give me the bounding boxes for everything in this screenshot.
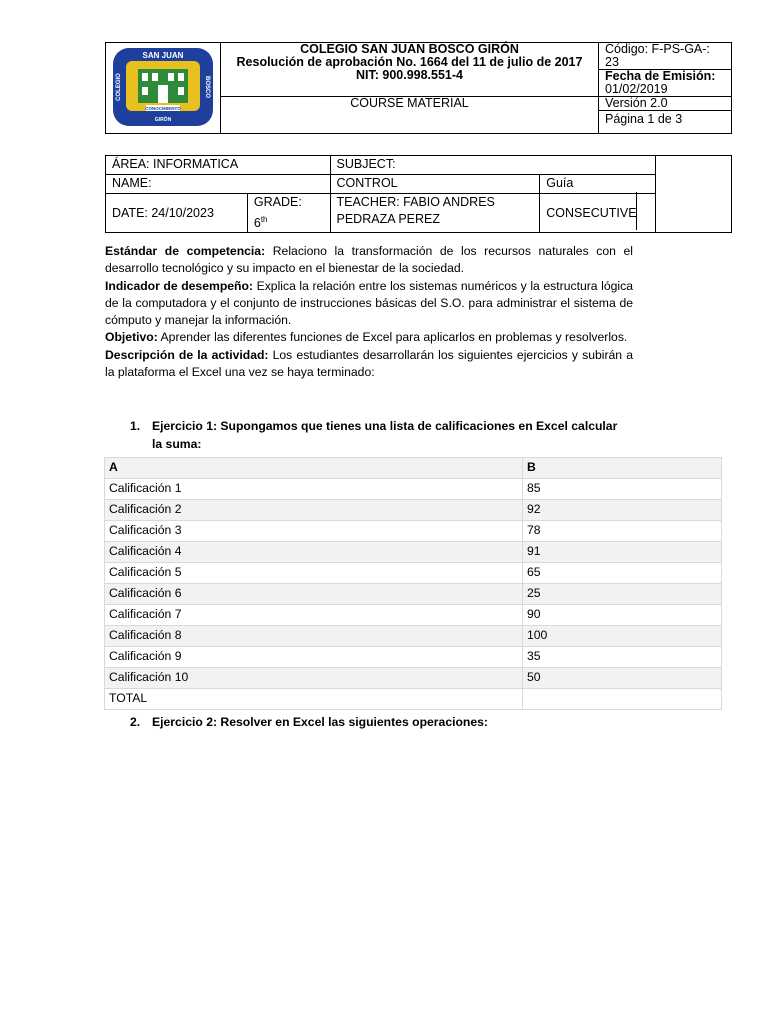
table-row xyxy=(105,500,722,521)
area-text: ÁREA: INFORMATICA xyxy=(112,157,239,171)
exercise-1-number: 1. xyxy=(130,419,141,433)
grade-label-cell: Calificación 8 xyxy=(105,626,523,647)
date-text: DATE: 24/10/2023 xyxy=(112,205,214,220)
table-row xyxy=(105,584,722,605)
table-row xyxy=(105,605,722,626)
estandar-text: Relaciono la transformación de los recursos naturales con el desarrollo tecnológico y su impacto en el bienestar de la sociedad. xyxy=(105,244,633,276)
grade-value-cell: 50 xyxy=(523,668,722,689)
control-cell xyxy=(330,175,540,194)
area-cell xyxy=(106,156,331,175)
name-cell xyxy=(106,175,331,194)
teacher-line2: PEDRAZA PEREZ xyxy=(336,212,440,226)
school-logo-cell xyxy=(106,43,221,134)
grade-label-cell: Calificación 7 xyxy=(105,605,523,626)
objetivo-label: Objetivo: xyxy=(105,330,158,345)
document-header xyxy=(105,42,732,134)
table-row xyxy=(105,521,722,542)
grades-table-body xyxy=(105,458,722,710)
descripcion-text: Los estudiantes desarrollarán los siguientes ejercicios y subirán a la plataforma el Excel una vez se haya terminado: xyxy=(105,347,633,380)
grade-value-cell: 90 xyxy=(523,605,722,626)
table-row xyxy=(105,626,722,647)
school-logo xyxy=(112,47,214,127)
fecha-cell xyxy=(599,70,732,97)
resolution-text: Resolución de aprobación No. 1664 del 11 de julio de 2017 xyxy=(236,55,583,69)
table-row xyxy=(105,479,722,500)
grade-value-cell: 65 xyxy=(523,563,722,584)
grade-label-cell: Calificación 1 xyxy=(105,479,523,500)
body-text xyxy=(105,243,633,381)
grade-label-cell: Calificación 2 xyxy=(105,500,523,521)
consecutive-text: CONSECUTIVE xyxy=(546,205,637,220)
table-row xyxy=(105,563,722,584)
exercise-1-line2: la suma: xyxy=(152,437,202,451)
exercise-1-heading xyxy=(130,418,650,454)
grade-label-cell: TOTAL xyxy=(105,689,523,710)
grade-value-cell: 100 xyxy=(523,626,722,647)
grade-label-cell: Calificación 5 xyxy=(105,563,523,584)
version-text: Versión 2.0 xyxy=(599,97,731,111)
codigo-cell xyxy=(599,43,732,70)
estandar-label: Estándar de competencia: xyxy=(105,244,266,258)
table-row xyxy=(105,542,722,563)
estandar-paragraph xyxy=(105,243,633,278)
grade-label: GRADE: xyxy=(253,195,302,209)
descripcion-paragraph xyxy=(105,347,633,382)
indicador-label: Indicador de desempeño: xyxy=(105,278,253,293)
grade-label-cell: Calificación 6 xyxy=(105,584,523,605)
course-material-text: COURSE MATERIAL xyxy=(350,96,469,110)
pagina-text: Página 1 de 3 xyxy=(605,112,683,126)
grade-value-cell: 92 xyxy=(523,500,722,521)
control-text: CONTROL xyxy=(336,176,398,190)
grade-value: 6 xyxy=(253,216,261,231)
grade-sup: th xyxy=(260,215,268,224)
grade-value-cell: 91 xyxy=(523,542,722,563)
grade-label-cell: Calificación 10 xyxy=(105,668,523,689)
grade-label-cell: Calificación 3 xyxy=(105,521,523,542)
table-header-cell: A xyxy=(105,458,523,479)
objetivo-text: Aprender las diferentes funciones de Excel para aplicarlos en problemas y resolverlos. xyxy=(157,330,628,345)
fecha-value: 01/02/2019 xyxy=(605,82,668,96)
logo-top-text: SAN JUAN xyxy=(142,50,184,60)
exercise-2-heading xyxy=(130,714,650,732)
course-material-cell xyxy=(221,97,599,134)
grade-cell xyxy=(247,194,330,233)
logo-left-text: COLEGIO xyxy=(116,72,122,101)
name-text: NAME: xyxy=(112,176,152,190)
grade-value-cell: 25 xyxy=(523,584,722,605)
guia-text: Guía xyxy=(546,176,574,190)
table-header-row xyxy=(105,458,722,479)
codigo-text: Código: F-PS-GA-: 23 xyxy=(605,42,710,69)
table-row xyxy=(105,689,722,710)
grade-label-cell: Calificación 4 xyxy=(105,542,523,563)
logo-banner-text: CONOCIMIENTO xyxy=(145,105,181,111)
grade-value-cell: 78 xyxy=(523,521,722,542)
logo-right-text: BOSCO xyxy=(204,75,210,98)
grade-value-cell: 35 xyxy=(523,647,722,668)
table-header-cell: B xyxy=(523,458,722,479)
grades-table xyxy=(104,457,722,710)
exercise-2-number: 2. xyxy=(130,715,141,729)
table-row xyxy=(105,647,722,668)
grade-value-cell: 85 xyxy=(523,479,722,500)
student-info-table xyxy=(105,155,732,233)
subject-cell xyxy=(330,156,656,175)
consecutive-cell xyxy=(540,194,656,233)
exercise-1-line1: Ejercicio 1: Supongamos que tienes una lista de calificaciones en Excel calcular xyxy=(152,419,618,433)
exercise-2-line1: Ejercicio 2: Resolver en Excel las siguientes operaciones: xyxy=(152,715,488,729)
table-row xyxy=(105,668,722,689)
nit-text: NIT: 900.998.551-4 xyxy=(355,68,463,82)
school-name: COLEGIO SAN JUAN BOSCO GIRÓN xyxy=(300,42,519,56)
teacher-line1: TEACHER: FABIO ANDRES xyxy=(336,195,495,209)
blank-cell xyxy=(656,156,732,233)
indicador-paragraph xyxy=(105,278,633,330)
consecutive-divider xyxy=(636,192,637,230)
subject-text: SUBJECT: xyxy=(336,157,396,171)
teacher-cell xyxy=(330,194,540,233)
logo-bottom-text: GIRÓN xyxy=(154,116,172,123)
date-cell xyxy=(106,194,248,233)
indicador-text: Explica la relación entre los sistemas numéricos y la estructura lógica de la computadora y el conjunto de instrucciones básicas del S.O. para administrar el sistema de cómputo y manejar la información. xyxy=(105,278,633,328)
grade-label-cell: Calificación 9 xyxy=(105,647,523,668)
grade-value-cell xyxy=(523,689,722,710)
descripcion-label: Descripción de la actividad: xyxy=(105,347,269,362)
guia-cell xyxy=(540,175,656,194)
objetivo-paragraph xyxy=(105,329,633,346)
fecha-label: Fecha de Emisión: xyxy=(605,69,716,83)
